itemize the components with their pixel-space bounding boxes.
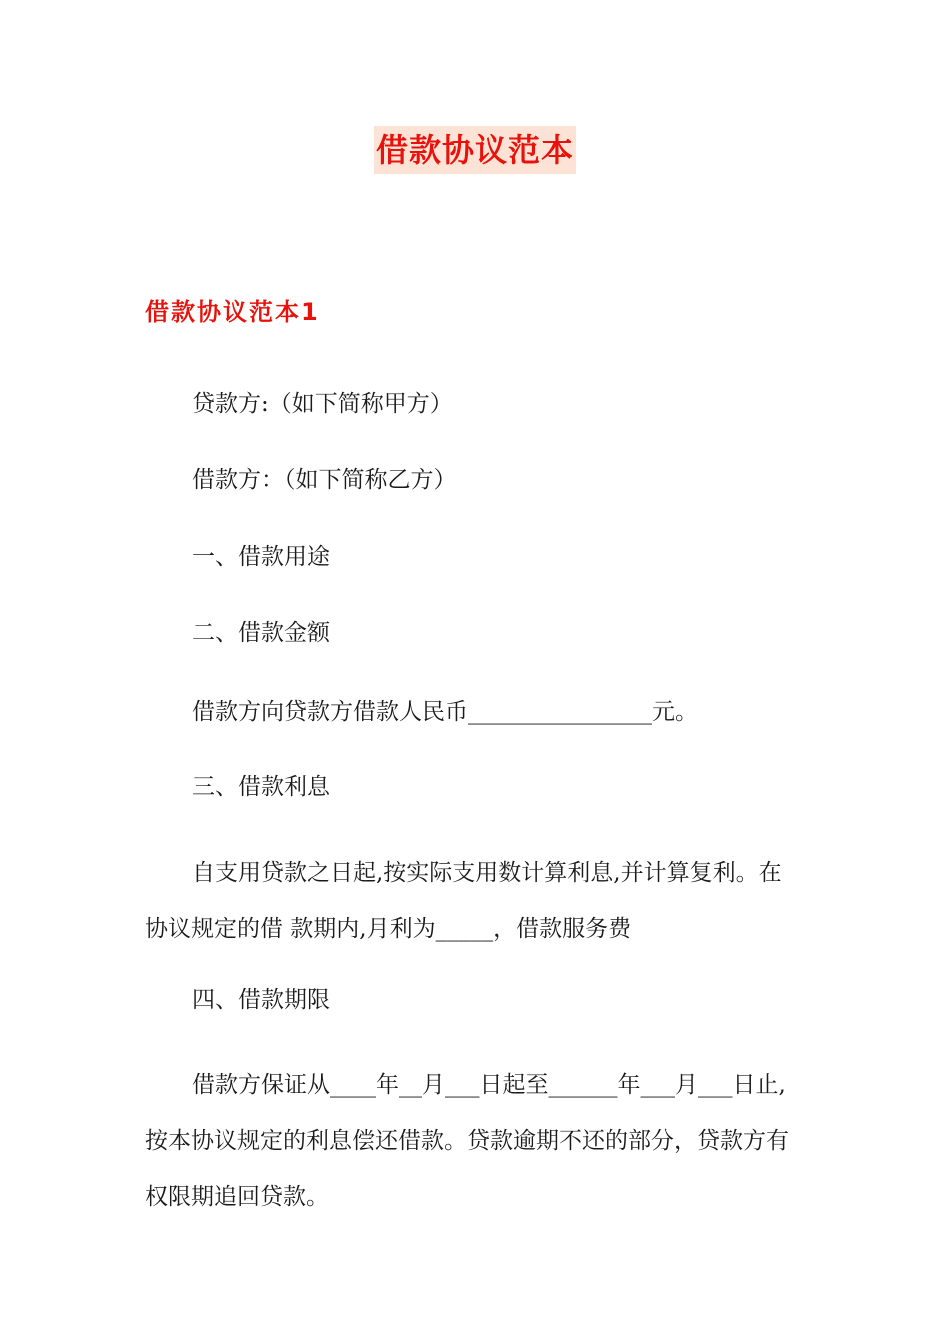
- term-line-3: 权限期追回贷款。: [145, 1184, 329, 1210]
- document-title-text: 借款协议范本: [374, 126, 576, 174]
- item-term-heading: [145, 982, 810, 1018]
- interest-line-1: 自支用贷款之日起,按实际支用数计算利息,并计算复利。在: [192, 860, 782, 886]
- interest-paragraph: [145, 845, 810, 957]
- item-interest-heading: 三、借款利息: [192, 774, 330, 800]
- item-amount-heading: 二、借款金额: [192, 620, 330, 646]
- document-title: [0, 126, 950, 180]
- term-line-2: 按本协议规定的利息偿还借款。贷款逾期不还的部分，贷款方有: [145, 1128, 789, 1154]
- amount-paragraph: 借款方向贷款方借款人民币________________元。: [192, 699, 698, 725]
- lender-line: 贷款方:（如下简称甲方）: [192, 391, 453, 417]
- borrower-line: 借款方：（如下简称乙方）: [192, 467, 457, 493]
- item-term-heading-text: 四、借款期限: [192, 987, 330, 1013]
- term-line-1: 借款方保证从____年__月___日起至______年___月___日止,: [192, 1072, 786, 1098]
- term-paragraph: [145, 1057, 810, 1225]
- interest-line-2: 协议规定的借 款期内,月利为_____，借款服务费: [145, 916, 632, 942]
- item-purpose-heading: 一、借款用途: [192, 544, 330, 570]
- section-heading: 借款协议范本1: [145, 298, 320, 326]
